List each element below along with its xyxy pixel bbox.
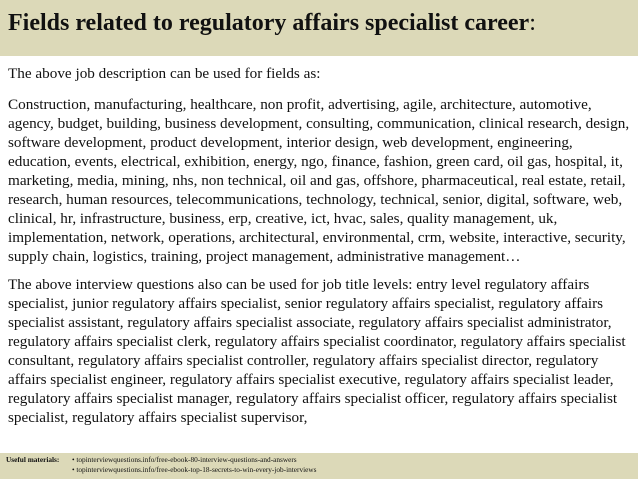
footer xyxy=(0,453,638,479)
intro-text: The above job description can be used for fields as: xyxy=(8,65,321,82)
slide-title-text: Fields related to regulatory affairs specialist career xyxy=(8,10,530,36)
slide-title xyxy=(8,10,630,37)
footer-link-1[interactable]: • topinterviewquestions.info/free-ebook-80-interview-questions-and-answers xyxy=(72,455,297,464)
fields-paragraph: Construction, manufacturing, healthcare, non profit, advertising, agile, architecture, automotive, agency, budget, building, business development, consulting, communication, clinical research, design, software development, product development, interior design, web development, engineering, education, events, electrical, exhibition, energy, ngo, finance, fashion, green card, oil gas, hospital, it, marketing, media, mining, nhs, non technical, oil and gas, offshore, pharmaceutical, real estate, retail, research, human resources, telecommunications, technology, technical, senior, digital, software, web, clinical, hr, infrastructure, business, erp, creative, ict, hvac, sales, quality management, uk, implementation, network, operations, architectural, environmental, crm, website, interactive, security, supply chain, logistics, training, project management, administrative management… xyxy=(8,96,630,265)
slide-content xyxy=(8,64,634,436)
footer-link-2[interactable]: • topinterviewquestions.info/free-ebook-top-18-secrets-to-win-every-job-interviews xyxy=(72,465,317,474)
footer-label: Useful materials: xyxy=(6,455,60,464)
title-bar xyxy=(0,0,638,56)
levels-paragraph: The above interview questions also can be used for job title levels: entry level regulatory affairs specialist, junior regulatory affairs specialist, senior regulatory affairs specialist, regulatory affairs specialist assistant, regulatory affairs specialist associate, regulatory affairs specialist administrator, regulatory affairs specialist clerk, regulatory affairs specialist coordinator, regulatory affairs specialist consultant, regulatory affairs specialist controller, regulatory affairs specialist director, regulatory affairs specialist engineer, regulatory affairs specialist executive, regulatory affairs specialist leader, regulatory affairs specialist manager, regulatory affairs specialist officer, regulatory affairs specialist specialist, regulatory affairs specialist supervisor, xyxy=(8,276,626,426)
footer-row-1 xyxy=(6,455,638,465)
slide-title-colon: : xyxy=(529,10,536,36)
footer-row-2 xyxy=(6,465,638,475)
